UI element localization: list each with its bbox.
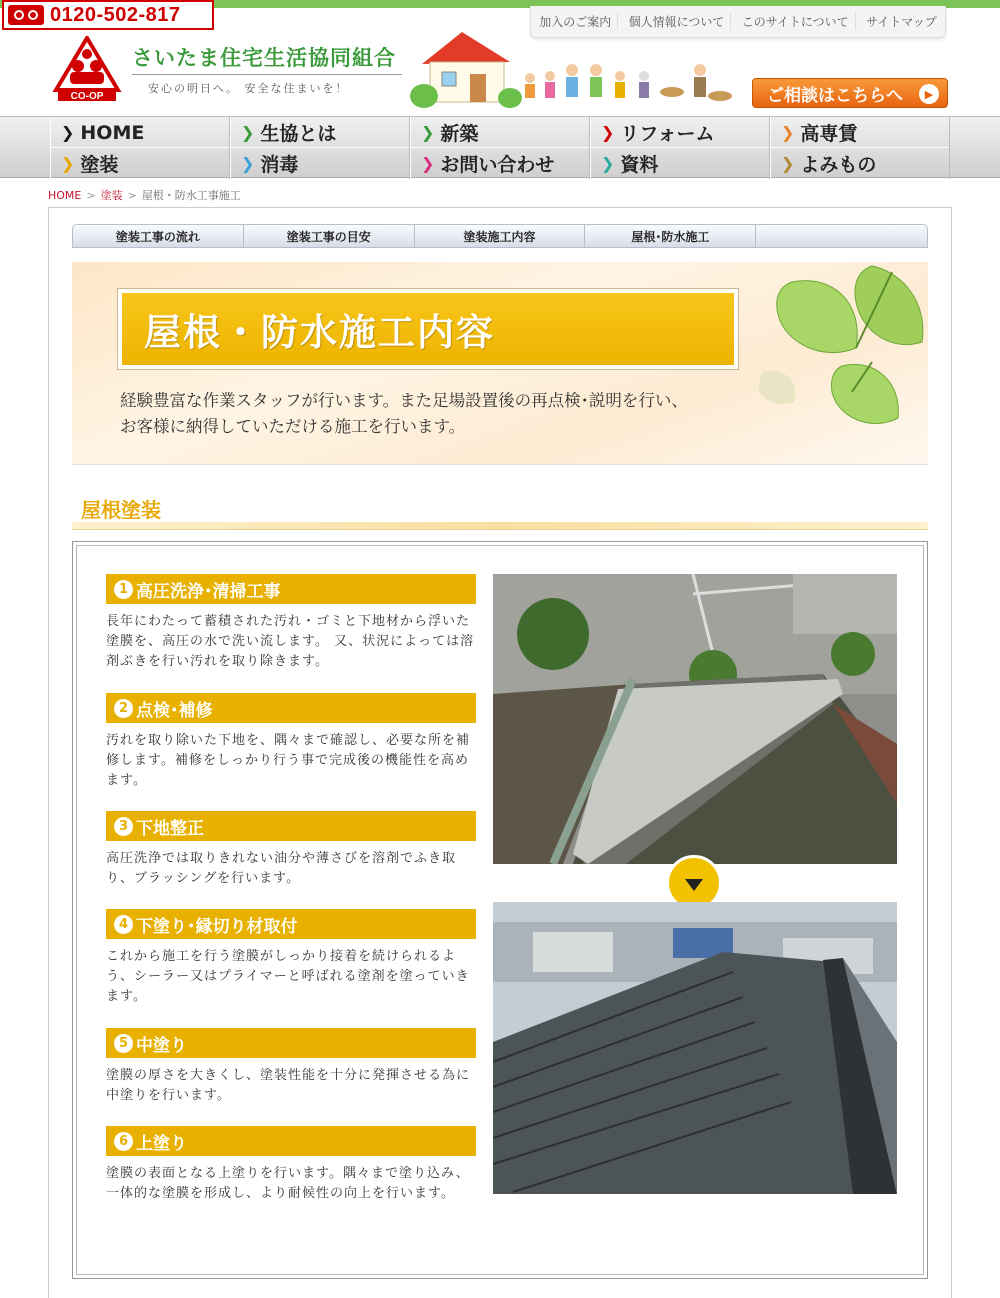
chevron-right-icon: ❯: [61, 123, 75, 142]
hero-divider: [72, 464, 928, 465]
nav-label: 資料: [620, 154, 659, 176]
breadcrumb-painting[interactable]: 塗装: [100, 189, 123, 202]
step-heading: [106, 811, 476, 841]
phone-number-badge[interactable]: [2, 0, 214, 30]
step-description: 塗膜の厚さを大きくし、塗装性能を十分に発揮させる為に中塗りを行います。: [106, 1068, 471, 1103]
step-description: これから施工を行う塗膜がしっかり接着を続けられるよう、シーラー又はプライマーと呼ばれる塗剤を塗っていきます。: [106, 949, 470, 1004]
breadcrumb-home[interactable]: HOME: [48, 189, 82, 202]
chevron-right-icon: ❯: [241, 123, 255, 142]
photo-roof-after: [493, 902, 897, 1194]
coop-logo-icon: [52, 36, 122, 102]
section-title-roof-painting: 屋根塗装: [81, 498, 161, 522]
step-title: 中塗り: [136, 1035, 187, 1056]
freedial-icon: [8, 5, 44, 25]
page-title: 屋根・防水施工内容: [144, 310, 495, 354]
sub-tab-roof-waterproof[interactable]: 屋根･防水施工: [585, 225, 756, 247]
global-nav: [0, 116, 1000, 178]
step-number-badge: 3: [114, 817, 133, 836]
step-description: 塗膜の表面となる上塗りを行います。隅々まで塗り込み、一体的な塗膜を形成し、より耐候性の向上を行います。: [106, 1166, 470, 1201]
painting-sub-nav: [72, 224, 928, 248]
nav-label: よみもの: [800, 154, 877, 176]
step-2: [106, 693, 476, 791]
nav-label: お問い合わせ: [440, 154, 555, 176]
nav-item-contact[interactable]: [410, 148, 590, 179]
breadcrumb-current: 屋根・防水工事施工: [141, 189, 241, 202]
nav-item-painting[interactable]: [50, 148, 230, 179]
nav-label: リフォーム: [620, 123, 715, 145]
breadcrumb-separator: >: [127, 189, 137, 202]
chevron-right-icon: ❯: [61, 154, 75, 173]
step-title: 点検･補修: [136, 700, 213, 721]
logo-mark-text: CO-OP: [70, 91, 104, 102]
step-heading: [106, 1126, 476, 1156]
hero-description: [120, 388, 800, 440]
utility-link-about-site[interactable]: このサイトについて: [736, 13, 856, 30]
consult-button[interactable]: [752, 78, 948, 108]
nav-item-senior-housing[interactable]: [770, 117, 950, 148]
utility-link-privacy[interactable]: 個人情報について: [623, 13, 732, 30]
site-title: さいたま住宅生活協同組合: [132, 46, 396, 70]
nav-item-materials[interactable]: [590, 148, 770, 179]
hero-text-line-1: 経験豊富な作業スタッフが行います。また足場設置後の再点検･説明を行い、: [120, 391, 688, 410]
step-1: [106, 574, 476, 672]
step-heading: [106, 1028, 476, 1058]
chevron-right-icon: ❯: [421, 123, 435, 142]
header-illustration-house-family: [410, 26, 740, 110]
chevron-right-icon: ❯: [601, 154, 615, 173]
step-3: [106, 811, 476, 889]
chevron-right-icon: ❯: [241, 154, 255, 173]
breadcrumb: [48, 187, 241, 203]
step-description: 長年にわたって蓄積された汚れ・ゴミと下地材から浮いた塗膜を、高圧の水で洗い流します。 又、状況によっては溶剤ぶきを行い汚れを取り除きます。: [106, 614, 475, 669]
step-title: 下塗り･縁切り材取付: [136, 916, 298, 937]
nav-label: 消毒: [260, 154, 299, 176]
global-nav-row-2: [50, 148, 950, 179]
sub-tab-painting-guide[interactable]: 塗装工事の目安: [244, 225, 415, 247]
nav-item-about-coop[interactable]: [230, 117, 410, 148]
leaves-decoration-icon: [752, 262, 928, 464]
chevron-right-icon: ❯: [601, 123, 615, 142]
hero-text-line-2: お客様に納得していただける施工を行います。: [120, 417, 466, 436]
chevron-right-icon: ❯: [781, 154, 795, 173]
utility-link-sitemap[interactable]: サイトマップ: [866, 15, 937, 29]
step-heading: [106, 909, 476, 939]
step-5: [106, 1028, 476, 1106]
step-number-badge: 5: [114, 1034, 133, 1053]
nav-item-reform[interactable]: [590, 117, 770, 148]
step-title: 高圧洗浄･清掃工事: [136, 581, 281, 602]
photo-roof-before: [493, 574, 897, 864]
hero-banner: [72, 262, 928, 464]
sub-tab-painting-flow[interactable]: 塗装工事の流れ: [73, 225, 244, 247]
nav-item-new-build[interactable]: [410, 117, 590, 148]
consult-button-label: ご相談はこちらへ: [767, 85, 903, 106]
step-title: 上塗り: [136, 1133, 187, 1154]
step-description: 高圧洗浄では取りきれない油分や薄さびを溶剤でふき取り、ブラッシングを行います。: [106, 851, 457, 886]
nav-item-home[interactable]: [50, 117, 230, 148]
step-6: [106, 1126, 476, 1204]
step-heading: [106, 574, 476, 604]
step-number-badge: 4: [114, 915, 133, 934]
phone-number: 0120-502-817: [50, 3, 181, 26]
utility-link-join[interactable]: 加入のご案内: [533, 13, 618, 30]
nav-item-reading[interactable]: [770, 148, 950, 179]
site-tagline: 安心の明日へ。 安全な住まいを！: [148, 82, 349, 95]
logo-divider: [132, 74, 402, 75]
hero-title-band: [117, 288, 739, 370]
nav-label: 塗装: [80, 154, 119, 176]
step-description: 汚れを取り除いた下地を、隅々まで確認し、必要な所を補修します。補修をしっかり行う事で完成後の機能性を高めます。: [106, 733, 471, 788]
nav-item-disinfection[interactable]: [230, 148, 410, 179]
step-number-badge: 1: [114, 580, 133, 599]
chevron-right-icon: ❯: [421, 154, 435, 173]
step-title: 下地整正: [136, 818, 204, 839]
main-content: [48, 207, 952, 1298]
steps-box: [72, 541, 928, 1279]
site-logo[interactable]: [50, 36, 410, 106]
step-number-badge: 6: [114, 1132, 133, 1151]
step-4: [106, 909, 476, 1007]
step-heading: [106, 693, 476, 723]
sub-tab-painting-work[interactable]: 塗装施工内容: [415, 225, 586, 247]
nav-label: 新築: [440, 123, 479, 145]
nav-label: HOME: [80, 121, 145, 144]
step-number-badge: 2: [114, 699, 133, 718]
global-nav-row-1: [50, 117, 950, 148]
nav-label: 生協とは: [260, 123, 337, 145]
nav-label: 高専賃: [800, 123, 858, 145]
sub-tab-empty: [756, 225, 927, 247]
breadcrumb-separator: >: [86, 189, 96, 202]
arrow-right-icon: ▶: [919, 84, 939, 104]
chevron-right-icon: ❯: [781, 123, 795, 142]
section-title-bar: [72, 522, 928, 530]
